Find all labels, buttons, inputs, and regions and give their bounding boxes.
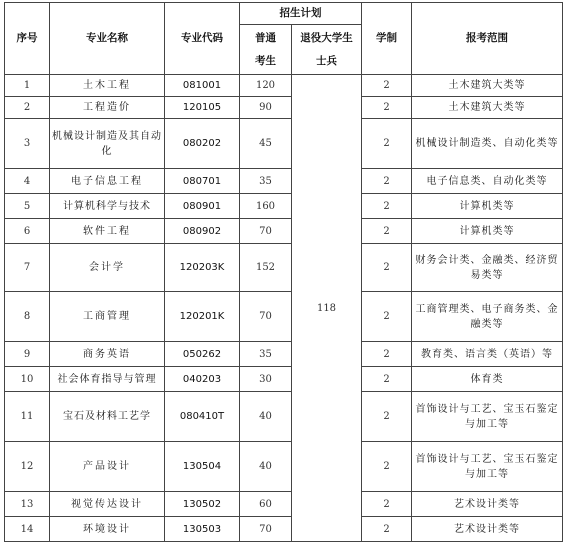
row-index: 7 bbox=[5, 244, 50, 292]
header-regular-students bbox=[240, 25, 292, 75]
row-major-code: 130503 bbox=[165, 517, 240, 542]
row-duration: 2 bbox=[362, 517, 412, 542]
row-duration: 2 bbox=[362, 244, 412, 292]
header-major-code: 专业代码 bbox=[165, 3, 240, 75]
row-regular-quota: 160 bbox=[240, 194, 292, 219]
header-duration: 学制 bbox=[362, 3, 412, 75]
header-veteran-line1: 退役大学生 bbox=[300, 31, 353, 44]
row-major-code: 080901 bbox=[165, 194, 240, 219]
row-major-code: 080410T bbox=[165, 392, 240, 442]
row-duration: 2 bbox=[362, 292, 412, 342]
row-index: 2 bbox=[5, 97, 50, 119]
row-major-code: 080902 bbox=[165, 219, 240, 244]
row-index: 13 bbox=[5, 492, 50, 517]
row-regular-quota: 70 bbox=[240, 292, 292, 342]
row-major-name: 工程造价 bbox=[50, 97, 165, 119]
row-scope: 财务会计类、金融类、经济贸易类等 bbox=[412, 244, 563, 292]
header-veteran-students bbox=[292, 25, 362, 75]
row-index: 4 bbox=[5, 169, 50, 194]
row-index: 8 bbox=[5, 292, 50, 342]
row-major-name: 视觉传达设计 bbox=[50, 492, 165, 517]
row-scope: 机械设计制造类、自动化类等 bbox=[412, 119, 563, 169]
header-enrollment-plan: 招生计划 bbox=[240, 3, 362, 25]
table-row bbox=[5, 517, 563, 542]
row-major-name: 工商管理 bbox=[50, 292, 165, 342]
header-regular-line1: 普通 bbox=[255, 31, 276, 44]
row-major-name: 社会体育指导与管理 bbox=[50, 367, 165, 392]
row-major-name: 商务英语 bbox=[50, 342, 165, 367]
row-duration: 2 bbox=[362, 367, 412, 392]
row-duration: 2 bbox=[362, 97, 412, 119]
row-regular-quota: 35 bbox=[240, 169, 292, 194]
row-major-name: 电子信息工程 bbox=[50, 169, 165, 194]
row-major-code: 120105 bbox=[165, 97, 240, 119]
row-major-name: 产品设计 bbox=[50, 442, 165, 492]
row-major-name: 软件工程 bbox=[50, 219, 165, 244]
row-regular-quota: 45 bbox=[240, 119, 292, 169]
row-scope: 土木建筑大类等 bbox=[412, 75, 563, 97]
enrollment-plan-table-wrapper bbox=[4, 2, 563, 542]
row-duration: 2 bbox=[362, 342, 412, 367]
enrollment-plan-table bbox=[4, 2, 563, 542]
row-major-name: 会计学 bbox=[50, 244, 165, 292]
table-row bbox=[5, 367, 563, 392]
row-scope: 教育类、语言类（英语）等 bbox=[412, 342, 563, 367]
row-scope: 工商管理类、电子商务类、金融类等 bbox=[412, 292, 563, 342]
row-major-code: 081001 bbox=[165, 75, 240, 97]
row-duration: 2 bbox=[362, 194, 412, 219]
row-regular-quota: 40 bbox=[240, 392, 292, 442]
header-regular-line2: 考生 bbox=[255, 54, 276, 67]
row-scope: 土木建筑大类等 bbox=[412, 97, 563, 119]
row-major-code: 040203 bbox=[165, 367, 240, 392]
row-major-code: 050262 bbox=[165, 342, 240, 367]
row-regular-quota: 70 bbox=[240, 517, 292, 542]
row-index: 6 bbox=[5, 219, 50, 244]
row-index: 14 bbox=[5, 517, 50, 542]
row-scope: 首饰设计与工艺、宝玉石鉴定与加工等 bbox=[412, 442, 563, 492]
row-regular-quota: 152 bbox=[240, 244, 292, 292]
row-index: 11 bbox=[5, 392, 50, 442]
row-major-code: 130502 bbox=[165, 492, 240, 517]
row-major-code: 080701 bbox=[165, 169, 240, 194]
table-row bbox=[5, 442, 563, 492]
row-major-name: 机械设计制造及其自动化 bbox=[50, 119, 165, 169]
header-index: 序号 bbox=[5, 3, 50, 75]
row-major-code: 130504 bbox=[165, 442, 240, 492]
row-regular-quota: 60 bbox=[240, 492, 292, 517]
row-major-name: 土木工程 bbox=[50, 75, 165, 97]
row-duration: 2 bbox=[362, 119, 412, 169]
row-index: 9 bbox=[5, 342, 50, 367]
row-scope: 艺术设计类等 bbox=[412, 517, 563, 542]
table-row bbox=[5, 119, 563, 169]
table-row bbox=[5, 342, 563, 367]
row-regular-quota: 35 bbox=[240, 342, 292, 367]
row-regular-quota: 90 bbox=[240, 97, 292, 119]
row-major-code: 080202 bbox=[165, 119, 240, 169]
row-major-name: 环境设计 bbox=[50, 517, 165, 542]
table-row bbox=[5, 194, 563, 219]
row-scope: 首饰设计与工艺、宝玉石鉴定与加工等 bbox=[412, 392, 563, 442]
row-index: 3 bbox=[5, 119, 50, 169]
row-regular-quota: 30 bbox=[240, 367, 292, 392]
row-major-name: 宝石及材料工艺学 bbox=[50, 392, 165, 442]
row-duration: 2 bbox=[362, 442, 412, 492]
table-row bbox=[5, 219, 563, 244]
row-scope: 计算机类等 bbox=[412, 219, 563, 244]
row-scope: 电子信息类、自动化类等 bbox=[412, 169, 563, 194]
table-row bbox=[5, 169, 563, 194]
row-major-name: 计算机科学与技术 bbox=[50, 194, 165, 219]
row-regular-quota: 120 bbox=[240, 75, 292, 97]
row-index: 1 bbox=[5, 75, 50, 97]
row-scope: 艺术设计类等 bbox=[412, 492, 563, 517]
row-duration: 2 bbox=[362, 169, 412, 194]
row-index: 5 bbox=[5, 194, 50, 219]
veteran-total-quota: 118 bbox=[292, 75, 362, 542]
row-duration: 2 bbox=[362, 392, 412, 442]
row-index: 10 bbox=[5, 367, 50, 392]
table-row bbox=[5, 292, 563, 342]
row-duration: 2 bbox=[362, 75, 412, 97]
table-row bbox=[5, 492, 563, 517]
table-row bbox=[5, 75, 563, 97]
table-row bbox=[5, 97, 563, 119]
row-index: 12 bbox=[5, 442, 50, 492]
row-regular-quota: 40 bbox=[240, 442, 292, 492]
row-duration: 2 bbox=[362, 219, 412, 244]
table-row bbox=[5, 392, 563, 442]
table-row bbox=[5, 244, 563, 292]
row-regular-quota: 70 bbox=[240, 219, 292, 244]
row-scope: 体育类 bbox=[412, 367, 563, 392]
row-major-code: 120203K bbox=[165, 244, 240, 292]
row-major-code: 120201K bbox=[165, 292, 240, 342]
row-duration: 2 bbox=[362, 492, 412, 517]
row-scope: 计算机类等 bbox=[412, 194, 563, 219]
header-veteran-line2: 士兵 bbox=[316, 54, 337, 67]
header-scope: 报考范围 bbox=[412, 3, 563, 75]
header-major-name: 专业名称 bbox=[50, 3, 165, 75]
